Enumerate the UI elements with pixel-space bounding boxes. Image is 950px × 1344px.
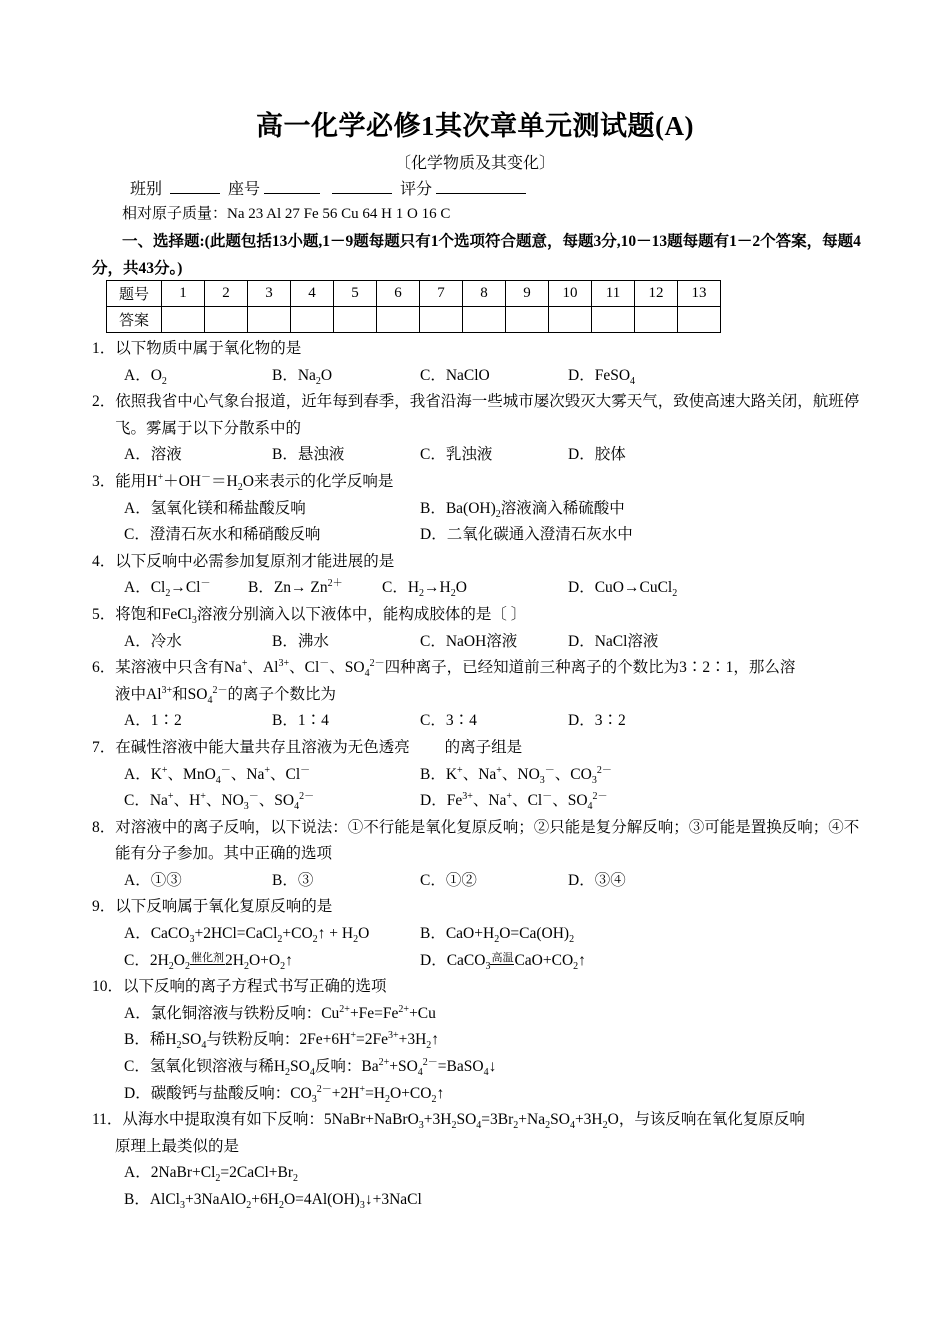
- student-info-line: [130, 176, 530, 199]
- option-c: C．乳浊液: [420, 446, 493, 464]
- question-options: [92, 496, 872, 523]
- answer-table-answer-row: [107, 307, 721, 333]
- option-c: C．3∶4: [420, 712, 477, 730]
- option-b: B．1∶4: [272, 712, 329, 730]
- row-label-number: 题号: [107, 281, 162, 307]
- option-d: D．二氧化碳通入澄清石灰水中: [420, 526, 633, 544]
- question-options: [92, 948, 872, 975]
- answer-cell[interactable]: [549, 307, 592, 333]
- question-stem: 7．在碱性溶液中能大量共存且溶液为无色透亮 的离子组是: [92, 738, 523, 756]
- option-d: D．CaCO$_3$ 高温 $CaO+CO_2↑$: [420, 951, 586, 972]
- question-options: [92, 788, 872, 815]
- option-a: A．$Cl_2\to Cl^-$: [124, 578, 211, 600]
- question-6: [92, 655, 872, 735]
- atomic-masses: 相对原子质量：Na 23 Al 27 Fe 56 Cu 64 H 1 O 16 C: [122, 206, 451, 222]
- option-c: C．NaClO: [420, 366, 490, 384]
- option-d: D．胶体: [568, 446, 626, 464]
- answer-cell[interactable]: [205, 307, 248, 333]
- page-title: 高一化学必修1其次章单元测试题(A): [256, 111, 694, 141]
- question-stem: 4．以下反响中必需参加复原剂才能进展的是: [92, 552, 395, 570]
- option-b: B．$Ba(OH)_2$溶液滴入稀硫酸中: [420, 499, 625, 520]
- answer-cell[interactable]: [463, 307, 506, 333]
- option-b: B．$Zn\to Zn^{2+}$: [248, 578, 343, 597]
- question-stem-cont: 液中$Al^{3+}$和$SO_4^{2-}$的离子个数比为: [115, 684, 336, 706]
- question-7: [92, 735, 872, 815]
- answer-cell[interactable]: [248, 307, 291, 333]
- question-options: [92, 629, 872, 656]
- question-number-cell: 12: [635, 281, 678, 307]
- answer-cell[interactable]: [678, 307, 721, 333]
- question-8: [92, 815, 872, 895]
- question-number-cell: 8: [463, 281, 506, 307]
- question-3: [92, 469, 872, 549]
- question-number-cell: 3: [248, 281, 291, 307]
- row-label-answer: 答案: [107, 307, 162, 333]
- option-c: C．$H_2\to H_2O$: [382, 579, 467, 600]
- option-a: A．$CaCO_3+2HCl=CaCl_2+CO_2↑ + H_2O$: [124, 925, 370, 946]
- option-c: C．①②: [420, 871, 477, 889]
- question-options: [92, 762, 872, 789]
- option-b: B．K+、Na+、$NO_3^-$、$CO_3^{2-}$: [420, 764, 612, 786]
- option-d: D．$Fe^{3+}$、Na+、Cl－、$SO_4^{2-}$: [420, 790, 608, 813]
- option-b: B．悬浊液: [272, 446, 345, 464]
- answer-cell[interactable]: [162, 307, 205, 333]
- question-number-cell: 6: [377, 281, 420, 307]
- score-blank[interactable]: [436, 179, 526, 194]
- option-c: C．NaOH溶液: [420, 632, 518, 650]
- answer-cell[interactable]: [420, 307, 463, 333]
- option-b: B．$AlCl_3+3NaAlO_2+6H_2O=4Al(OH)_3↓+3NaCl$: [124, 1191, 422, 1212]
- question-5: [92, 602, 872, 655]
- score-label: 评分: [400, 181, 433, 198]
- question-options: [92, 868, 872, 895]
- answer-cell[interactable]: [291, 307, 334, 333]
- question-stem: 9．以下反响属于氧化复原反响的是: [92, 898, 333, 916]
- question-options: [92, 363, 872, 390]
- question-11: [92, 1107, 872, 1213]
- question-options: [92, 921, 872, 948]
- section-heading: 一、选择题:(此题包括13小题,1－9题每题只有1个选项符合题意，每题3分,10－13题每题有1－2个答案，每题4分，共43分。): [92, 233, 861, 277]
- seat-blank[interactable]: [264, 179, 320, 194]
- option-d: D．FeSO$_4$: [568, 366, 636, 387]
- answer-cell[interactable]: [334, 307, 377, 333]
- question-options: [92, 575, 872, 602]
- answer-cell[interactable]: [377, 307, 420, 333]
- option-d: D．CuO→CuCl$_2$: [568, 579, 678, 600]
- question-number-cell: 5: [334, 281, 377, 307]
- option-c: C．$2H_2O_2$ 催化剂 $2H_2O+O_2↑$: [124, 951, 293, 972]
- option-a: A．氯化铜溶液与铁粉反响：$Cu^{2+}+Fe=Fe^{2+}+Cu$: [124, 1003, 436, 1022]
- question-number-cell: 1: [162, 281, 205, 307]
- question-number-cell: 13: [678, 281, 721, 307]
- question-number-cell: 2: [205, 281, 248, 307]
- answer-cell[interactable]: [592, 307, 635, 333]
- option-b: B．稀$H_2SO_4$与铁粉反响：$2Fe+6H^+=2Fe^{3+}+3H_2↑$: [124, 1030, 440, 1052]
- question-number-cell: 7: [420, 281, 463, 307]
- answer-cell[interactable]: [506, 307, 549, 333]
- option-d: D．③④: [568, 871, 626, 889]
- question-stem: 3．能用$H^++OH^-=H_2O$来表示的化学反响是: [92, 471, 394, 494]
- option-d: D．NaCl溶液: [568, 632, 659, 650]
- option-b: B．③: [272, 871, 314, 889]
- page-subtitle: 〔化学物质及其变化〕: [394, 155, 555, 172]
- option-a: A．$2NaBr+Cl_2=2CaCl+Br_2$: [124, 1164, 299, 1185]
- option-a: A．溶液: [124, 446, 182, 464]
- option-c: C．澄清石灰水和稀硝酸反响: [124, 526, 321, 544]
- question-stem: 8．对溶液中的离子反响，以下说法：①不行能是氧化复原反响；②只能是复分解反响；③可能是置换反响；④不能有分子参加。其中正确的选项: [92, 818, 860, 863]
- answer-table-number-row: [107, 281, 721, 307]
- question-9: [92, 894, 872, 974]
- question-number-cell: 4: [291, 281, 334, 307]
- question-stem: 6．某溶液中只含有Na+、$Al^{3+}$、Cl－、$SO_4^{2-}$四种离子，已经知道前三种离子的个数比为3∶2∶1，那么溶: [92, 657, 796, 680]
- question-10: [92, 974, 872, 1107]
- seat-label: 座号: [228, 181, 261, 198]
- reaction-condition: 高温: [491, 951, 514, 964]
- option-a: A．①③: [124, 871, 182, 889]
- question-4: [92, 549, 872, 602]
- question-options: [92, 442, 872, 469]
- question-stem: 5．将饱和FeCl$_3$溶液分别滴入以下液体中，能构成胶体的是〔 〕: [92, 605, 527, 627]
- option-d: D．3∶2: [568, 712, 626, 730]
- question-stem-cont: 原理上最类似的是: [115, 1137, 240, 1155]
- question-number-cell: 9: [506, 281, 549, 307]
- answer-table: [106, 280, 721, 333]
- question-options: [92, 522, 872, 549]
- question-stem: 11．从海水中提取溴有如下反响：$5NaBr+NaBrO_3+3H_2SO_4=3Br_2+Na_2SO_4+3H_2O$，与该反响在氧化复原反响: [92, 1111, 805, 1132]
- option-b: B．$Na_2O$: [272, 366, 333, 387]
- option-d: D．碳酸钙与盐酸反响：$CO_3^{2-}+2H^+=H_2O+CO_2↑$: [124, 1083, 445, 1105]
- seat-blank-extra[interactable]: [332, 179, 392, 194]
- reaction-condition: 催化剂: [191, 951, 224, 964]
- question-stem: 10．以下反响的离子方程式书写正确的选项: [92, 978, 387, 996]
- option-a: A．K+、MnO$_4$－、Na+、Cl－: [124, 764, 311, 786]
- option-a: A．1∶2: [124, 712, 182, 730]
- question-number-cell: 10: [549, 281, 592, 307]
- class-label: 班别: [130, 181, 163, 198]
- question-2: [92, 389, 872, 469]
- option-a: A．氢氧化镁和稀盐酸反响: [124, 499, 306, 517]
- class-blank[interactable]: [170, 179, 220, 194]
- question-stem: 1．以下物质中属于氧化物的是: [92, 340, 302, 357]
- question-number-cell: 11: [592, 281, 635, 307]
- option-a: A．冷水: [124, 632, 182, 650]
- option-c: C．Na+、H+、$NO_3^-$、$SO_4^{2-}$: [124, 790, 315, 813]
- question-1: [92, 336, 872, 389]
- option-b: B．沸水: [272, 632, 329, 650]
- option-a: A．$O_2$: [124, 366, 167, 387]
- question-stem: 2．依照我省中心气象台报道，近年每到春季，我省沿海一些城市屡次毁灭大雾天气，致使高速大路关闭，航班停飞。雾属于以下分散系中的: [92, 393, 860, 437]
- option-b: B．$CaO+H_2O=Ca(OH)_2$: [420, 925, 575, 946]
- option-c: C．氢氧化钡溶液与稀$H_2SO_4$反响：$Ba^{2+}+SO_4^{2-}=BaSO_4↓$: [124, 1056, 497, 1079]
- answer-cell[interactable]: [635, 307, 678, 333]
- question-list: [92, 336, 872, 1214]
- question-options: [92, 708, 872, 735]
